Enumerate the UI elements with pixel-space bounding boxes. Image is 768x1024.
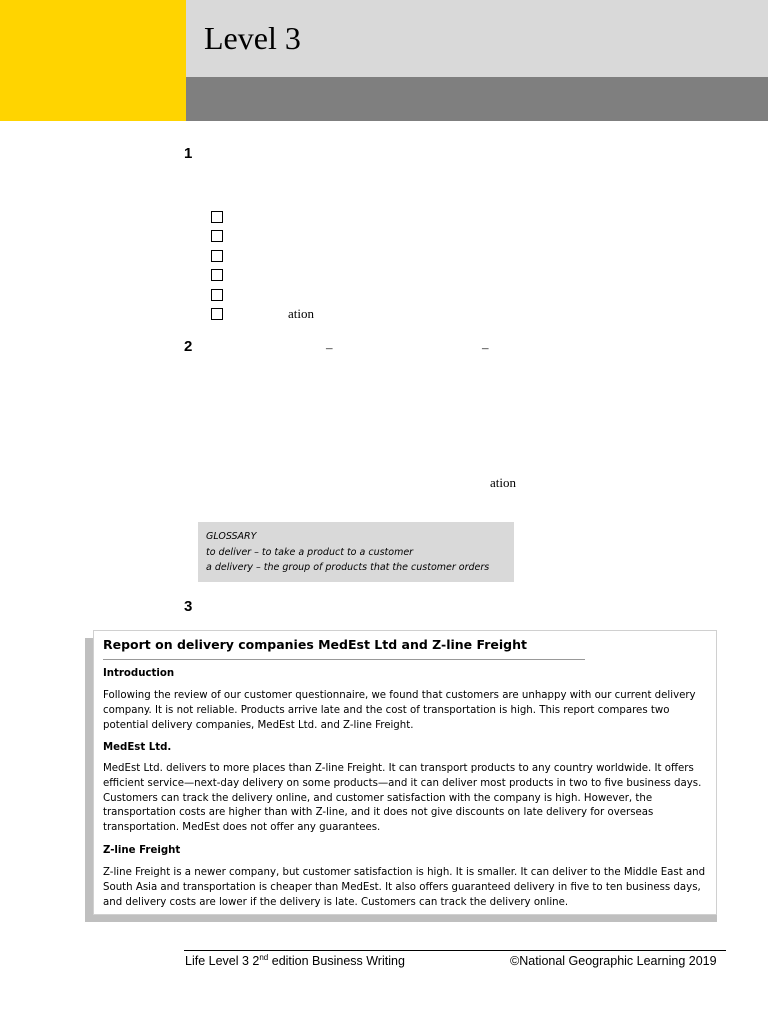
report-heading-zline: Z-line Freight (103, 845, 181, 856)
section-number-2: 2 (184, 338, 193, 355)
checkbox-4[interactable] (211, 269, 223, 281)
section2-text-fragment: ation (490, 475, 516, 490)
checkbox-3[interactable] (211, 250, 223, 262)
footer-course-title (185, 953, 405, 969)
section2-dash-1: – (326, 340, 333, 355)
glossary-entry: a delivery – the group of products that the customer orders (206, 562, 490, 573)
report-paragraph-zline: Z-line Freight is a newer company, but customer satisfaction is high. It is smaller. It can deliver to the Middle East and South Asia and transportation is cheaper than MedEst. It also offers guaranteed delivery in five to ten business days, and delivery costs are lower if the delivery is late. Customers can track the delivery online. (103, 867, 706, 908)
footer-rule (184, 950, 726, 951)
checkbox-2[interactable] (211, 230, 223, 242)
checkbox-1[interactable] (211, 211, 223, 223)
report-heading-medest: MedEst Ltd. (103, 742, 172, 753)
glossary-heading: GLOSSARY (206, 531, 257, 542)
report-title: Report on delivery companies MedEst Ltd and Z-line Freight (103, 636, 585, 660)
report-heading-introduction: Introduction (103, 668, 175, 679)
report-paragraph-medest: MedEst Ltd. delivers to more places than Z-line Freight. It can transport products to any country worldwide. It offers efficient service—next-day delivery on some products—and it can deliver most products in two to five business days. Customers can track the delivery online, and customer satisfaction with the company is high. However, the transportation costs are higher than with Z-line, and it does not give discounts on late delivery for overseas transportation. MedEst does not offer any guarantees. (103, 763, 702, 834)
header-yellow-block (0, 0, 186, 121)
checklist-text-fragment: ation (288, 306, 314, 321)
report-paragraph-introduction: Following the review of our customer questionnaire, we found that customers are unhappy with our current delivery company. It is not reliable. Products arrive late and the cost of transportation is high. This report compares two potential delivery companies, MedEst Ltd. and Z-line Freight. (103, 690, 696, 731)
footer-course-ordinal: nd (259, 952, 269, 962)
checkbox-6[interactable] (211, 308, 223, 320)
section-number-3: 3 (184, 598, 193, 615)
report-box (93, 630, 717, 915)
section-number-1: 1 (184, 145, 193, 162)
page-title: Level 3 (204, 20, 301, 56)
footer-copyright: ©National Geographic Learning 2019 (510, 954, 717, 968)
section2-dash-2: – (482, 340, 489, 355)
header-dark-band (186, 77, 768, 121)
glossary-box (198, 522, 514, 582)
footer-course-suffix: edition Business Writing (268, 954, 405, 968)
glossary-entry: to deliver – to take a product to a customer (206, 546, 414, 558)
checkbox-5[interactable] (211, 289, 223, 301)
footer-course-prefix: Life Level 3 2 (185, 954, 260, 968)
